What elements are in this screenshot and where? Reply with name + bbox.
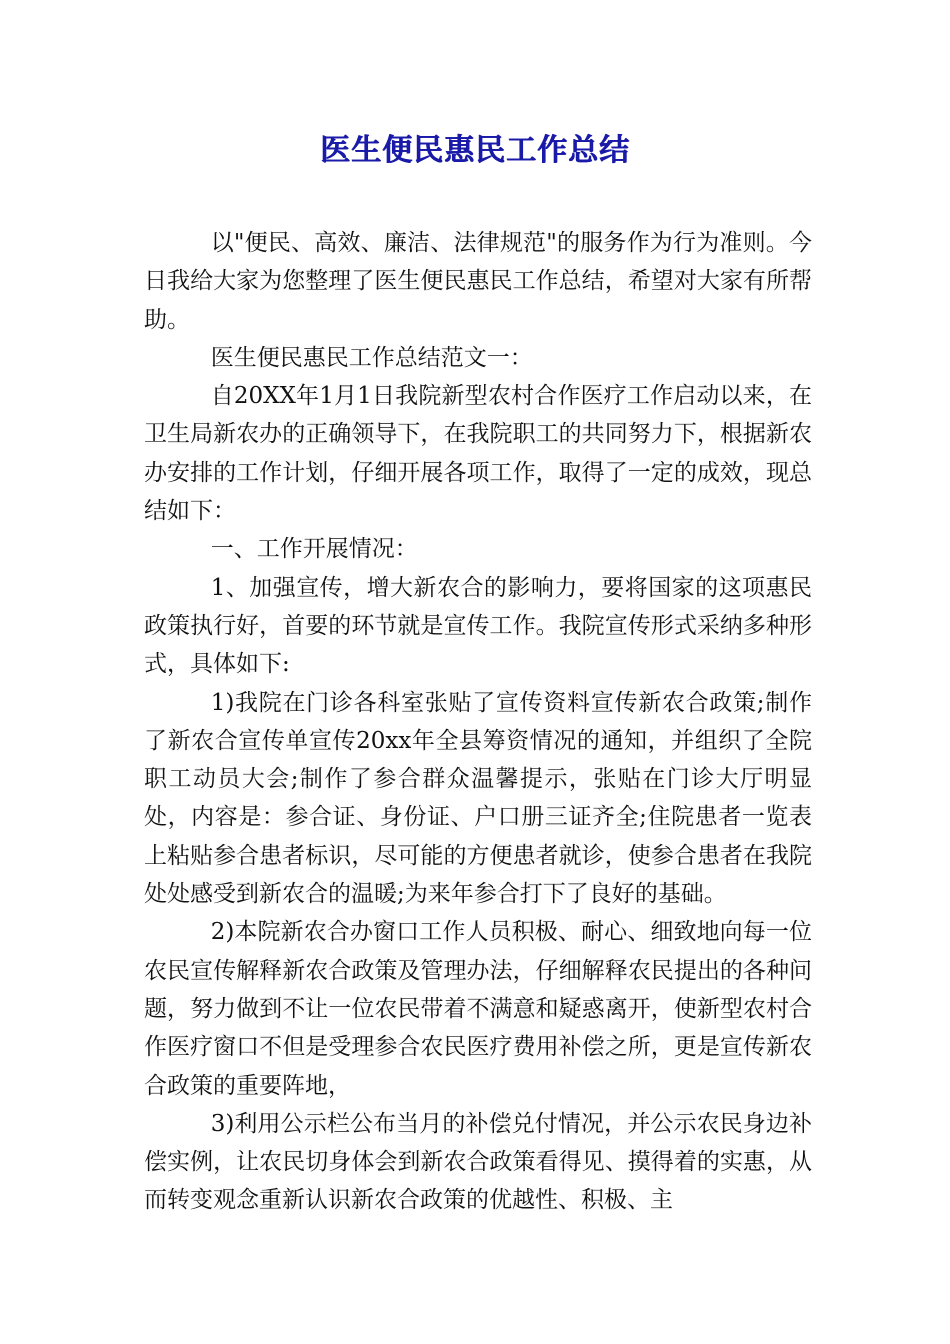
paragraph-subitem-3: 3)利用公示栏公布当月的补偿兑付情况，并公示农民身边补偿实例，让农民切身体会到新农合政策看得见、摸得着的实惠，从而转变观念重新认识新农合政策的优越性、积极、主: [144, 1110, 812, 1214]
section-heading-work: 一、工作开展情况：: [210, 536, 418, 563]
document-title: 医生便民惠民工作总结: [320, 133, 630, 168]
document-body: [144, 224, 812, 1220]
paragraph-overview: 自20XX年1月1日我院新型农村合作医疗工作启动以来，在卫生局新农办的正确领导下，在我院职工的共同努力下，根据新农办安排的工作计划，仔细开展各项工作，取得了一定的成效，现总结如下：: [144, 383, 812, 525]
paragraph-item-1: 1、加强宣传，增大新农合的影响力，要将国家的这项惠民政策执行好，首要的环节就是宣传工作。我院宣传形式采纳多种形式，具体如下:: [144, 574, 812, 678]
paragraph-subitem-1: 1)我院在门诊各科室张贴了宣传资料宣传新农合政策;制作了新农合宣传单宣传20xx年全县筹资情况的通知，并组织了全院职工动员大会;制作了参合群众温馨提示，张贴在门诊大厅明显处，内容是：参合证、身份证、户口册三证齐全;住院患者一览表上粘贴参合患者标识，尽可能的方便患者就诊，使参合患者在我院处处感受到新农合的温暖;为来年参合打下了良好的基础。: [144, 689, 812, 908]
paragraph-subitem-2: 2)本院新农合办窗口工作人员积极、耐心、细致地向每一位农民宣传解释新农合政策及管理办法，仔细解释农民提出的各种问题，努力做到不让一位农民带着不满意和疑惑离开，使新型农村合作医疗窗口不但是受理参合农民医疗费用补偿之所，更是宣传新农合政策的重要阵地，: [144, 919, 812, 1099]
paragraph-sample-heading: 医生便民惠民工作总结范文一：: [210, 344, 533, 371]
paragraph-intro: 以"便民、高效、廉洁、法律规范"的服务作为行为准则。今日我给大家为您整理了医生便民惠民工作总结，希望对大家有所帮助。: [144, 230, 812, 333]
